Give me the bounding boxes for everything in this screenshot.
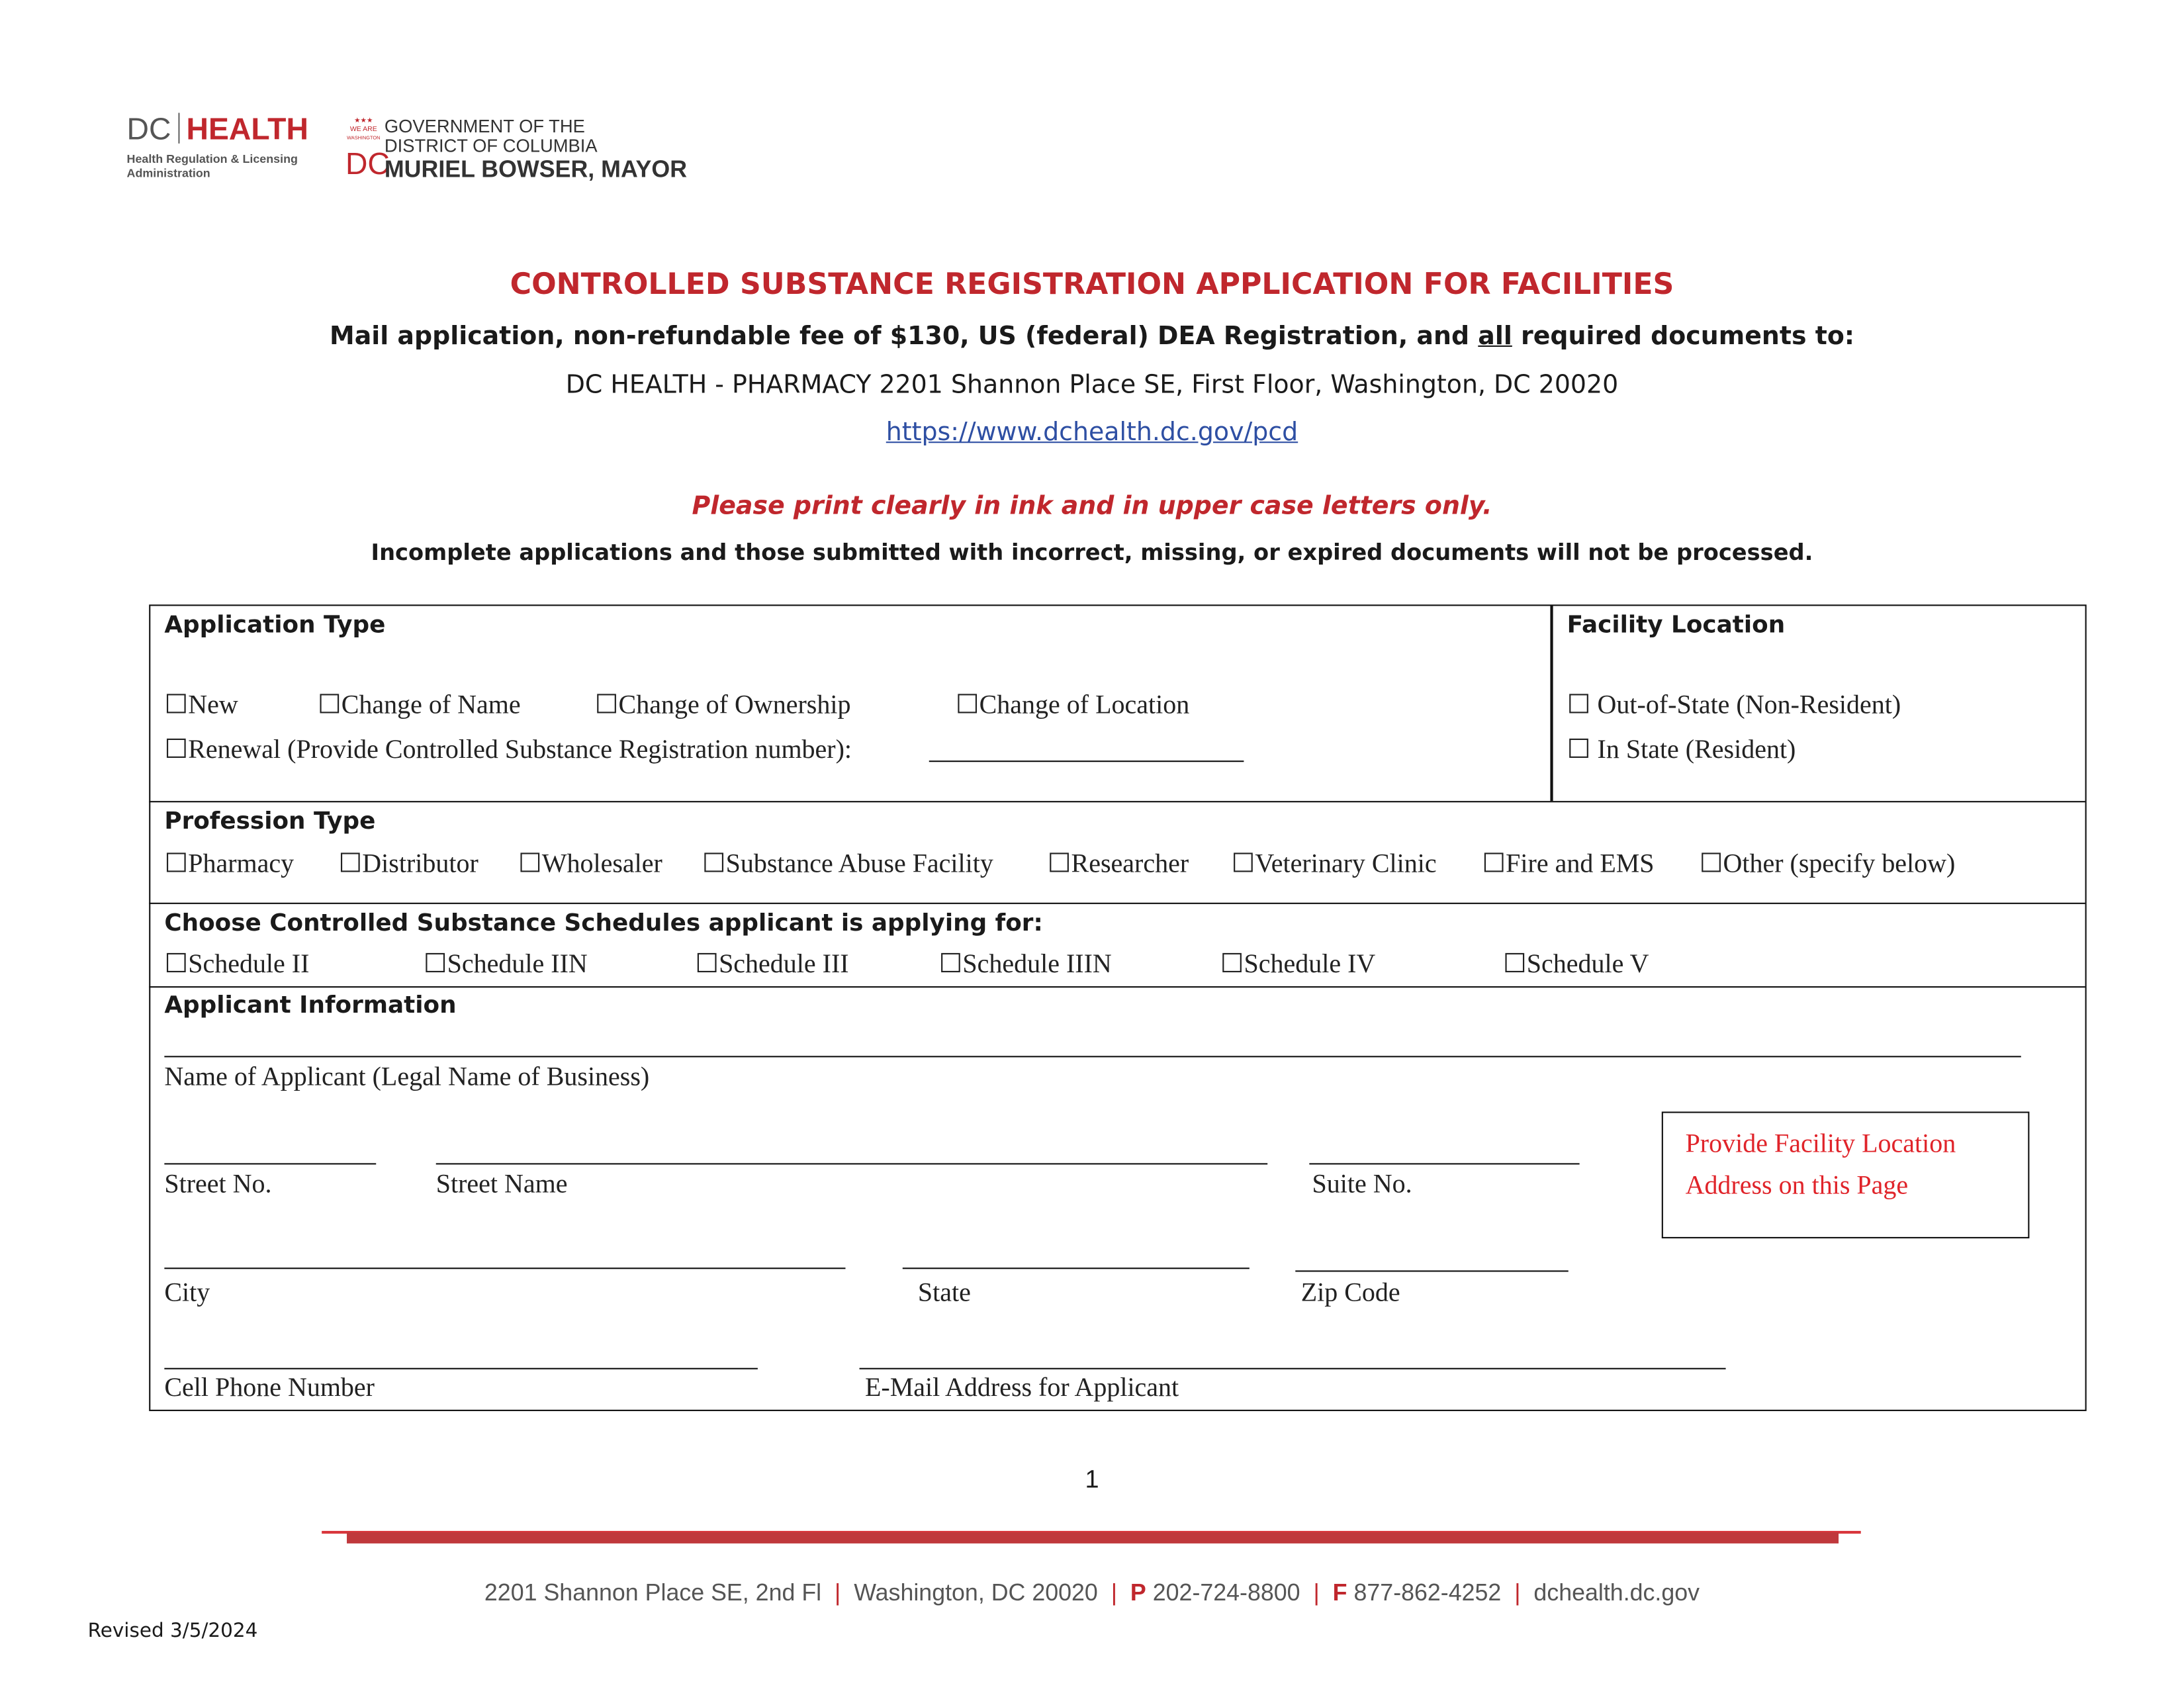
app-type-change-location[interactable]: ☐Change of Location [955, 690, 1190, 721]
zip-field[interactable] [1295, 1270, 1569, 1271]
suite-no-field[interactable] [1309, 1163, 1579, 1164]
prof-substance-abuse[interactable]: ☐Substance Abuse Facility [702, 849, 993, 880]
page-number: 1 [1085, 1465, 1099, 1494]
footer-website[interactable]: dchealth.dc.gov [1533, 1579, 1700, 1606]
zip-label: Zip Code [1300, 1279, 1400, 1309]
prof-wholesaler[interactable]: ☐Wholesaler [518, 849, 662, 880]
column-divider [1550, 606, 1552, 802]
facility-out-of-state[interactable]: ☐ Out-of-State (Non-Resident) [1567, 690, 1901, 721]
badge-dc: DC [345, 146, 390, 181]
fax-icon: F [1332, 1579, 1347, 1606]
street-no-field[interactable] [164, 1163, 376, 1164]
logo-health: HEALTH [186, 111, 308, 146]
schedule-iii[interactable]: ☐Schedule III [695, 950, 849, 980]
prof-fire-ems[interactable]: ☐Fire and EMS [1482, 849, 1655, 880]
footer-contact: 2201 Shannon Place SE, 2nd Fl | Washington, DC 20020 | P 202-724-8800 | F 877-862-4252 | dchealth.dc.gov [484, 1579, 1700, 1606]
schedule-v[interactable]: ☐Schedule V [1502, 950, 1649, 980]
footer-city: Washington, DC 20020 [854, 1579, 1098, 1606]
logo-dc: DC [126, 111, 171, 146]
email-field[interactable] [860, 1368, 1726, 1369]
schedule-ii[interactable]: ☐Schedule II [164, 950, 310, 980]
phone-icon: P [1130, 1579, 1146, 1606]
prof-researcher[interactable]: ☐Researcher [1047, 849, 1189, 880]
gov-line2: DISTRICT OF COLUMBIA [384, 135, 598, 156]
logo-sub1: Health Regulation & Licensing [126, 152, 298, 166]
schedule-iv[interactable]: ☐Schedule IV [1220, 950, 1376, 980]
mail-underlined: all [1478, 322, 1512, 351]
applicant-name-label: Name of Applicant (Legal Name of Business) [164, 1062, 650, 1093]
badge-washington: WASHINGTON [347, 135, 381, 141]
badge-we-are: WE ARE [349, 125, 377, 134]
dc-health-logo [127, 111, 308, 179]
row-divider [149, 986, 2085, 988]
app-type-change-ownership[interactable]: ☐Change of Ownership [594, 690, 851, 721]
schedules-label: Choose Controlled Substance Schedules applicant is applying for: [164, 909, 1043, 938]
schedule-iin[interactable]: ☐Schedule IIN [423, 950, 588, 980]
facility-in-state[interactable]: ☐ In State (Resident) [1567, 735, 1796, 765]
schedule-iiin[interactable]: ☐Schedule IIIN [938, 950, 1112, 980]
form-page: DC HEALTH Health Regulation & Licensing Administration ★★★ WE ARE WASHINGTON DC GOVERNMENT OF THE DISTRICT OF COLUMBIA MURIEL BOWSER, MAYOR CONTROLLED SUBSTANCE REGISTRATION APPLICATION FOR FACILITIES Mail application, non-refundable fee of $130, US (federal) DEA Registration, and all required documents to: DC HEALTH - PHARMACY 2201 Shannon Place SE, First Floor, Washington, DC 20020 https://www.dchealth.dc.gov/pcd Please print clearly in ink and in upper case letters only. Incomplete applications and those submitted with incorrect, missing, or expired documents will not be processed. Application Type ☐New ☐Change of Name ☐Change of Ownership ☐Change of Location ☐Renewal (Provide Controlled Substance Registration number): Facility Location ☐ Out-of-State (Non-Resident) ☐ In State (Resident) Profession Type ☐Pharmacy ☐Distributor ☐Wholesaler ☐Substance Abuse Facility ☐Researcher ☐Veterinary Clinic ☐Fire and EMS ☐Other (specify below) Choose Controlled Substance Schedules applicant is applying for: ☐Schedule II ☐Schedule IIN ☐Schedule III ☐Schedule IIIN ☐Schedule IV ☐Schedule V Applicant Information Name of Applicant (Legal Name of Business) Street No. Street Name Suite No. Provide Facility Location Address on this Page City State Zip Code Cell Phone Number E-Mail Address for Applicant 1 2201 Shannon Place SE, 2nd Fl | Washington, DC 20020 | P 202-724-8800 | F 877-862-4252 | dchealth.dc.gov Revised 3/5/2024 [0, 0, 2184, 1705]
applicant-info-label: Applicant Information [164, 991, 457, 1020]
footer-fax: 877-862-4252 [1353, 1579, 1502, 1606]
incomplete-notice: Incomplete applications and those submitted with incorrect, missing, or expired documents will not be processed. [371, 539, 1813, 566]
street-no-label: Street No. [164, 1170, 272, 1200]
form-title: CONTROLLED SUBSTANCE REGISTRATION APPLICATION FOR FACILITIES [510, 267, 1674, 301]
state-field[interactable] [903, 1267, 1250, 1269]
prof-other[interactable]: ☐Other (specify below) [1699, 849, 1956, 880]
note-line2: Address on this Page [1685, 1171, 1909, 1201]
prof-distributor[interactable]: ☐Distributor [338, 849, 478, 880]
prof-pharmacy[interactable]: ☐Pharmacy [164, 849, 295, 880]
mail-instructions [0, 322, 2184, 351]
app-type-new[interactable]: ☐New [164, 690, 238, 721]
footer-phone: 202-724-8800 [1152, 1579, 1300, 1606]
state-label: State [917, 1279, 971, 1309]
suite-no-label: Suite No. [1312, 1170, 1412, 1200]
mail-post: required documents to: [1512, 322, 1855, 351]
row-divider [149, 801, 2085, 802]
prof-veterinary[interactable]: ☐Veterinary Clinic [1231, 849, 1437, 880]
logo-sub2: Administration [126, 165, 210, 180]
facility-location-label: Facility Location [1567, 611, 1786, 640]
website-link[interactable]: https://www.dchealth.dc.gov/pcd [886, 418, 1298, 447]
app-type-renewal[interactable]: ☐Renewal (Provide Controlled Substance Registration number): [164, 735, 852, 765]
application-type-label: Application Type [164, 611, 386, 640]
gov-line1: GOVERNMENT OF THE [384, 115, 585, 137]
footer-rule-thick [347, 1532, 1839, 1544]
gov-line3: MURIEL BOWSER, MAYOR [384, 156, 688, 183]
phone-label: Cell Phone Number [164, 1373, 375, 1403]
profession-type-label: Profession Type [164, 807, 376, 836]
street-name-label: Street Name [435, 1170, 568, 1200]
footer-address: 2201 Shannon Place SE, 2nd Fl [484, 1579, 822, 1606]
row-divider [149, 903, 2085, 904]
phone-field[interactable] [164, 1368, 758, 1369]
street-name-field[interactable] [436, 1163, 1267, 1164]
app-type-change-name[interactable]: ☐Change of Name [317, 690, 521, 721]
city-label: City [164, 1279, 210, 1309]
revised-date: Revised 3/5/2024 [87, 1620, 258, 1643]
note-line1: Provide Facility Location [1685, 1129, 1956, 1160]
email-label: E-Mail Address for Applicant [864, 1373, 1179, 1403]
applicant-name-field[interactable] [164, 1056, 2021, 1057]
print-notice: Please print clearly in ink and in upper case letters only. [692, 491, 1492, 522]
city-field[interactable] [164, 1267, 845, 1269]
mail-pre: Mail application, non-refundable fee of $130, US (federal) DEA Registration, and [330, 322, 1479, 351]
mailing-address: DC HEALTH - PHARMACY 2201 Shannon Place SE, First Floor, Washington, DC 20020 [565, 370, 1619, 400]
registration-number-field[interactable] [929, 760, 1244, 762]
